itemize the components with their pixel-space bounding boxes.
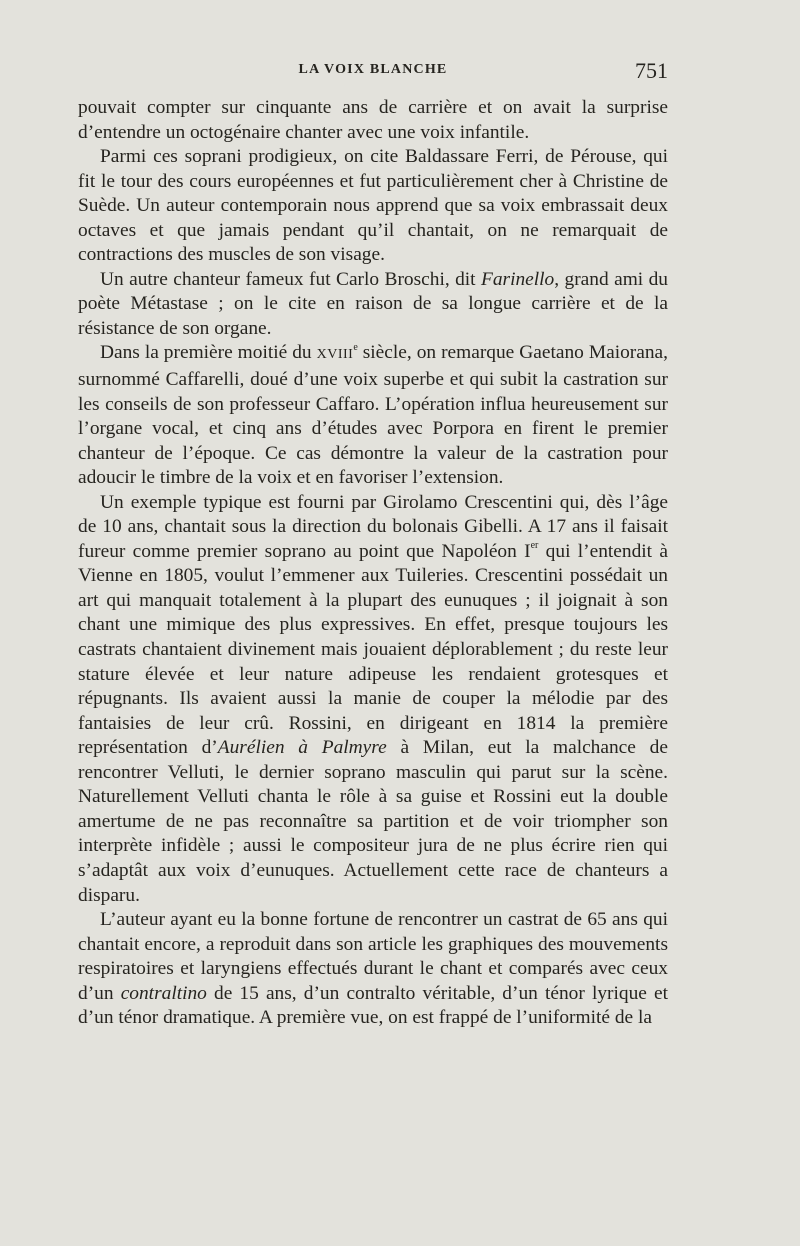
page-number: 751 — [635, 58, 668, 83]
superscript: e — [353, 342, 358, 353]
running-title: LA VOIX BLANCHE — [298, 62, 448, 77]
text-run: à Milan, eut la malchance de rencontrer Velluti, le dernier soprano masculin qui parut sur la scène. Naturellement Velluti chanta le rôle à sa guise et Rossini eut la double amertume de ne pas reconnaître sa partition et de voir triompher son interprète infidèle ; aussi le compositeur jura de ne plus écrire rien qui s’adaptât aux voix d’eunuques. Actuellement cette race de chanteurs a disparu. — [78, 737, 668, 906]
century-numeral: XVIII — [316, 347, 354, 363]
paragraph — [78, 341, 668, 490]
paragraph — [78, 491, 668, 908]
text-run: Parmi ces soprani prodigieux, on cite Baldassare Ferri, de Pérouse, qui fit le tour des cours européennes et fut particulièrement cher à Christine de Suède. Un auteur contemporain nous apprend que sa voix embrassait deux octaves et que jamais pendant qu’il chantait, on ne remarquait de contractions des muscles de son visage. — [78, 146, 668, 266]
text-run: , grand ami du poète Métastase ; on le cite en raison de sa longue carrière et de la résistance de son organe. — [78, 268, 668, 339]
paragraph — [78, 96, 668, 145]
paragraph — [78, 908, 668, 1031]
italic-title: Aurélien à Palmyre — [217, 737, 387, 759]
text-run: pouvait compter sur cinquante ans de carrière et on avait la surprise d’entendre un octogénaire chanter avec une voix infantile. — [78, 97, 668, 143]
italic-name: Farinello — [481, 268, 555, 290]
page-header — [78, 58, 668, 86]
italic-term: contraltino — [120, 982, 207, 1004]
superscript: er — [530, 540, 539, 552]
body-text — [78, 96, 668, 1031]
text-run: qui l’entendit à Vienne en 1805, voulut l’emmener aux Tuileries. Crescentini possédait un art qui manquait totalement à la plupart des eunuques ; il joignait à son chant une mimique des plus expressives. En effet, presque toujours les castrats chantaient divinement mais jouaient déplorablement ; du reste leur stature élevée et leur nature adipeuse les rendaient grotesques et répugnants. Ils avaient aussi la manie de couper la mélodie par des fantaisies de leur crû. Rossini, en dirigeant en 1814 la première représentation d’ — [78, 540, 668, 759]
paragraph — [78, 145, 668, 268]
text-run: Un exemple typique est fourni par Girolamo Crescentini qui, dès l’âge de 10 ans, chantait sous la direction du bolonais Gibelli. A 17 ans il faisait fureur comme premier soprano au point que Napoléon I — [78, 491, 668, 562]
paragraph — [78, 268, 668, 342]
text-run: Dans la première moitié du — [100, 342, 317, 364]
text-run: Un autre chanteur fameux fut Carlo Broschi, dit — [100, 268, 481, 290]
text-run: de 15 ans, d’un contralto véritable, d’un ténor lyrique et d’un ténor dramatique. A première vue, on est frappé de l’uniformité de la — [78, 982, 668, 1029]
text-run: siècle, on remarque Gaetano Maiorana, surnommé Caffarelli, doué d’une voix superbe et qui subit la castration sur les conseils de son professeur Caffaro. L’opération influa heureusement sur l’organe vocal, et cinq ans d’études avec Porpora en firent le premier chanteur de l’époque. Ce cas démontre la valeur de la castration pour adoucir le timbre de la voix et en favoriser l’extension. — [78, 342, 668, 489]
text-run: L’auteur ayant eu la bonne fortune de rencontrer un castrat de 65 ans qui chantait encore, a reproduit dans son article les graphiques des mouvements respiratoires et laryngiens effectués durant le chant et comparés avec ceux d’un — [78, 909, 668, 1004]
